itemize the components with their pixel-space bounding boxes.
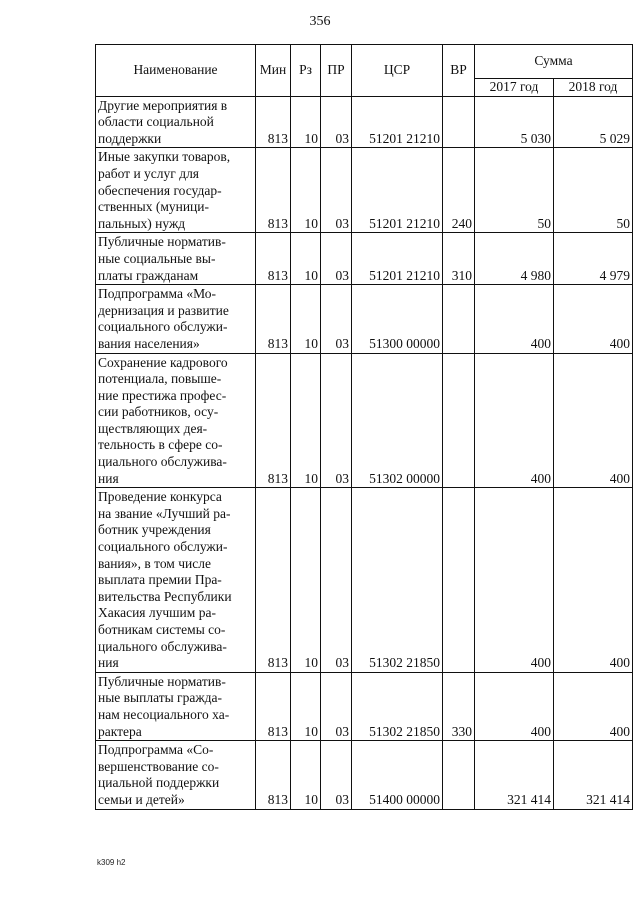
row-sum-2017-cell: 5 030 xyxy=(475,96,554,148)
row-sum-2018-cell: 400 xyxy=(554,488,633,673)
row-min-cell: 813 xyxy=(256,741,291,809)
row-sum-2017-cell: 4 980 xyxy=(475,233,554,285)
row-name-line: вания», в том числе xyxy=(98,555,211,571)
row-sum-2018-cell: 400 xyxy=(554,672,633,740)
row-vr-cell xyxy=(443,741,475,809)
row-sum-2018-cell: 400 xyxy=(554,353,633,488)
row-sum-2017-cell: 50 xyxy=(475,148,554,233)
budget-table-container xyxy=(95,44,633,810)
row-name-cell xyxy=(96,96,256,148)
row-name-line: семьи и детей» xyxy=(98,791,185,807)
row-name-line: области социальной xyxy=(98,114,214,130)
row-min-cell: 813 xyxy=(256,353,291,488)
col-header-vr: ВР xyxy=(443,45,475,97)
row-name-line: потенциала, повыше- xyxy=(98,371,222,387)
row-name-line: на звание «Лучший ра- xyxy=(98,505,231,521)
row-name-line: Иные закупки товаров, xyxy=(98,149,231,165)
row-rz-cell: 10 xyxy=(291,488,321,673)
row-name-line: ботник учреждения xyxy=(98,522,211,538)
row-name-line: Публичные норматив- xyxy=(98,673,226,689)
row-name-line: Публичные норматив- xyxy=(98,234,226,250)
row-name-line: дернизация и развитие xyxy=(98,302,229,318)
row-name-line: Подпрограмма «Мо- xyxy=(98,286,217,302)
row-name-cell xyxy=(96,233,256,285)
table-row xyxy=(96,672,633,740)
table-row xyxy=(96,233,633,285)
row-rz-cell: 10 xyxy=(291,672,321,740)
table-body xyxy=(96,96,633,809)
row-name-line: обеспечения государ- xyxy=(98,182,222,198)
row-vr-cell: 330 xyxy=(443,672,475,740)
row-name-line: Подпрограмма «Со- xyxy=(98,742,214,758)
row-name-line: ботникам системы со- xyxy=(98,622,226,637)
row-rz-cell: 10 xyxy=(291,741,321,809)
row-name-line: ние престижа профес- xyxy=(98,387,227,403)
row-pr-cell: 03 xyxy=(321,285,352,353)
row-sum-2017-cell: 400 xyxy=(475,353,554,488)
row-name-cell xyxy=(96,148,256,233)
row-name-line: рактера xyxy=(98,723,142,739)
row-sum-2017-cell: 400 xyxy=(475,285,554,353)
row-name-line: работ и услуг для xyxy=(98,165,200,181)
row-name-line: нам несоциального ха- xyxy=(98,706,230,722)
row-name-line: ные выплаты гражда- xyxy=(98,690,223,706)
row-pr-cell: 03 xyxy=(321,233,352,285)
row-name-line: вания населения» xyxy=(98,335,200,351)
col-header-name: Наименование xyxy=(96,45,256,97)
row-name-line: вительства Республики xyxy=(98,588,232,604)
row-name-line: циальной поддержки xyxy=(98,775,220,791)
row-name-line: ственных (муници- xyxy=(98,199,210,215)
row-sum-2018-cell: 5 029 xyxy=(554,96,633,148)
row-rz-cell: 10 xyxy=(291,285,321,353)
row-name-cell xyxy=(96,741,256,809)
col-header-min: Мин xyxy=(256,45,291,97)
row-pr-cell: 03 xyxy=(321,741,352,809)
row-name-line: Проведение конкурса xyxy=(98,489,222,505)
footer-code: k309 h2 xyxy=(97,858,126,867)
row-name-line: ные социальные вы- xyxy=(98,250,216,266)
row-pr-cell: 03 xyxy=(321,488,352,673)
row-sum-2018-cell: 400 xyxy=(554,285,633,353)
row-csr-cell: 51400 00000 xyxy=(352,741,443,809)
row-vr-cell: 310 xyxy=(443,233,475,285)
row-sum-2018-cell: 321 414 xyxy=(554,741,633,809)
col-header-sum: Сумма xyxy=(475,45,633,79)
row-name-line: вершенствование со- xyxy=(98,758,219,774)
col-header-csr: ЦСР xyxy=(352,45,443,97)
row-sum-2017-cell: 400 xyxy=(475,488,554,673)
row-pr-cell: 03 xyxy=(321,672,352,740)
row-sum-2018-cell: 50 xyxy=(554,148,633,233)
row-min-cell: 813 xyxy=(256,148,291,233)
row-vr-cell xyxy=(443,285,475,353)
row-csr-cell: 51201 21210 xyxy=(352,148,443,233)
col-header-year-2018: 2018 год xyxy=(554,79,633,97)
row-vr-cell xyxy=(443,96,475,148)
row-sum-2017-cell: 400 xyxy=(475,672,554,740)
row-name-cell xyxy=(96,353,256,488)
row-name-line: пальных) нужд xyxy=(98,215,186,231)
row-name-line: социального обслужи- xyxy=(98,539,228,555)
row-pr-cell: 03 xyxy=(321,353,352,488)
row-sum-2018-cell: 4 979 xyxy=(554,233,633,285)
table-row xyxy=(96,285,633,353)
row-name-cell xyxy=(96,488,256,673)
row-name-line: платы гражданам xyxy=(98,267,199,283)
row-name-line: ния xyxy=(98,470,119,486)
table-row xyxy=(96,741,633,809)
page-number: 356 xyxy=(309,14,331,29)
row-pr-cell: 03 xyxy=(321,96,352,148)
row-csr-cell: 51201 21210 xyxy=(352,233,443,285)
row-csr-cell: 51302 00000 xyxy=(352,353,443,488)
col-header-year-2017: 2017 год xyxy=(475,79,554,97)
row-min-cell: 813 xyxy=(256,285,291,353)
row-name-line: Сохранение кадрового xyxy=(98,354,228,370)
row-csr-cell: 51201 21210 xyxy=(352,96,443,148)
row-name-cell xyxy=(96,285,256,353)
row-min-cell: 813 xyxy=(256,96,291,148)
budget-table xyxy=(95,44,633,810)
row-name-line: Хакасия лучшим ра- xyxy=(98,605,216,621)
row-name-line: ния xyxy=(98,655,119,671)
row-vr-cell: 240 xyxy=(443,148,475,233)
row-vr-cell xyxy=(443,488,475,673)
row-min-cell: 813 xyxy=(256,488,291,673)
row-name-line: циального обслужива- xyxy=(98,454,227,470)
table-row xyxy=(96,96,633,148)
table-row xyxy=(96,148,633,233)
row-csr-cell: 51302 21850 xyxy=(352,488,443,673)
row-name-line: ществляющих дея- xyxy=(98,420,208,436)
row-rz-cell: 10 xyxy=(291,233,321,285)
row-rz-cell: 10 xyxy=(291,96,321,148)
row-min-cell: 813 xyxy=(256,672,291,740)
col-header-rz: Рз xyxy=(291,45,321,97)
row-name-line: сии работников, осу- xyxy=(98,404,219,420)
row-rz-cell: 10 xyxy=(291,353,321,488)
row-vr-cell xyxy=(443,353,475,488)
header-row xyxy=(96,45,633,79)
table-row xyxy=(96,488,633,673)
row-name-cell xyxy=(96,672,256,740)
row-csr-cell: 51302 21850 xyxy=(352,672,443,740)
row-pr-cell: 03 xyxy=(321,148,352,233)
row-name-line: тельность в сфере со- xyxy=(98,437,223,453)
row-name-line: поддержки xyxy=(98,130,162,146)
row-rz-cell: 10 xyxy=(291,148,321,233)
row-min-cell: 813 xyxy=(256,233,291,285)
col-header-pr: ПР xyxy=(321,45,352,97)
row-name-line: социального обслужи- xyxy=(98,319,228,335)
table-row xyxy=(96,353,633,488)
row-name-line: Другие мероприятия в xyxy=(98,97,228,113)
row-csr-cell: 51300 00000 xyxy=(352,285,443,353)
row-name-line: выплата премии Пра- xyxy=(98,572,222,588)
row-sum-2017-cell: 321 414 xyxy=(475,741,554,809)
row-name-line: циального обслужива- xyxy=(98,638,227,654)
